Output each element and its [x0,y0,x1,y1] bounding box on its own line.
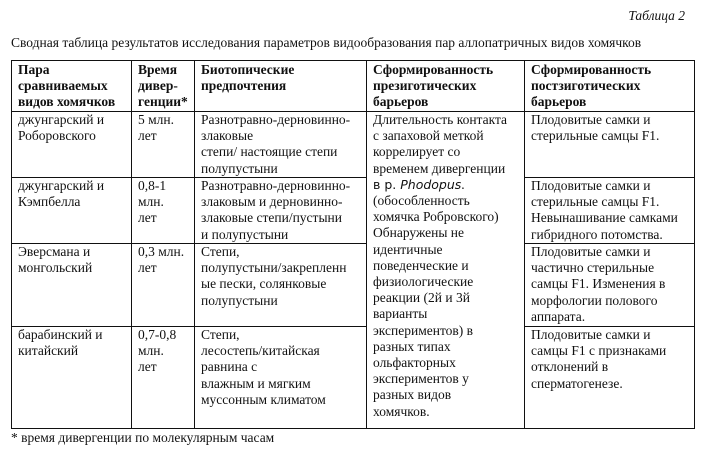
table-row [12,178,695,244]
header-divergence-time: Время дивер- генции* [132,61,195,112]
divergence-time-cell: 0,3 млн. лет [132,244,195,327]
header-biotope: Биотопические предпочтения [195,61,367,112]
speciation-summary-table [11,60,695,429]
species-pair-cell: барабинский и китайский [12,327,132,429]
header-species-pair: Пара сравниваемых видов хомячков [12,61,132,112]
divergence-time-cell: 0,8-1 млн. лет [132,178,195,244]
table-number-label: Таблица 2 [628,8,685,23]
postzygotic-barriers-cell: Плодовитые самки и стерильные самцы F1. [525,112,695,178]
biotope-cell: Разнотравно-дерновинно- злаковым и дерновинно- злаковые степи/пустыни и полупустыни [195,178,367,244]
postzygotic-barriers-cell: Плодовитые самки и частично стерильные самцы F1. Изменения в морфологии полового аппарата. [525,244,695,327]
species-pair-cell: Эверсмана и монгольский [12,244,132,327]
prezygotic-text-dot: . [461,176,465,192]
prezygotic-text-v: в р. [373,176,401,192]
footnote: * время дивергенции по молекулярным часам [11,430,275,445]
divergence-time-cell: 5 млн. лет [132,112,195,178]
table-row [12,244,695,327]
postzygotic-barriers-cell: Плодовитые самки и стерильные самцы F1. Невынашивание самками гибридного потомства. [525,178,695,244]
header-postzygotic: Сформированность постзиготических барьеров [525,61,695,112]
divergence-time-cell: 0,7-0,8 млн. лет [132,327,195,429]
header-prezygotic: Сформированность презиготических барьеров [367,61,525,112]
prezygotic-text-part1: Длительность контакта с запаховой меткой коррелирует со временем дивергенции [373,112,508,176]
biotope-cell: Разнотравно-дерновинно- злаковые степи/ настоящие степи полупустыни [195,112,367,178]
biotope-cell: Степи, полупустыни/закрепленн ые пески, солянковые полупустыни [195,244,367,327]
table-row [12,327,695,429]
postzygotic-barriers-cell: Плодовитые самки и самцы F1 с признаками отклонений в сперматогенезе. [525,327,695,429]
biotope-cell: Степи, лесостепь/китайская равнина с влажным и мягким муссонным климатом [195,327,367,429]
table-row [12,112,695,178]
table-caption: Сводная таблица результатов исследования параметров видообразования пар аллопатричных видов хомячков [11,35,642,50]
species-pair-cell: джунгарский и Кэмпбелла [12,178,132,244]
genus-name: Phodopus [400,176,462,192]
table-header-row [12,61,695,112]
prezygotic-barriers-cell [367,112,525,429]
prezygotic-text-part2: (обособленность хомячка Робровского) Обнаружены не идентичные поведенческие и физиологические реакции (2й и 3й варианты экспериментов) в разных типах ольфакторных экспериментов у разных видов хомячков. [373,193,499,419]
species-pair-cell: джунгарский и Роборовского [12,112,132,178]
